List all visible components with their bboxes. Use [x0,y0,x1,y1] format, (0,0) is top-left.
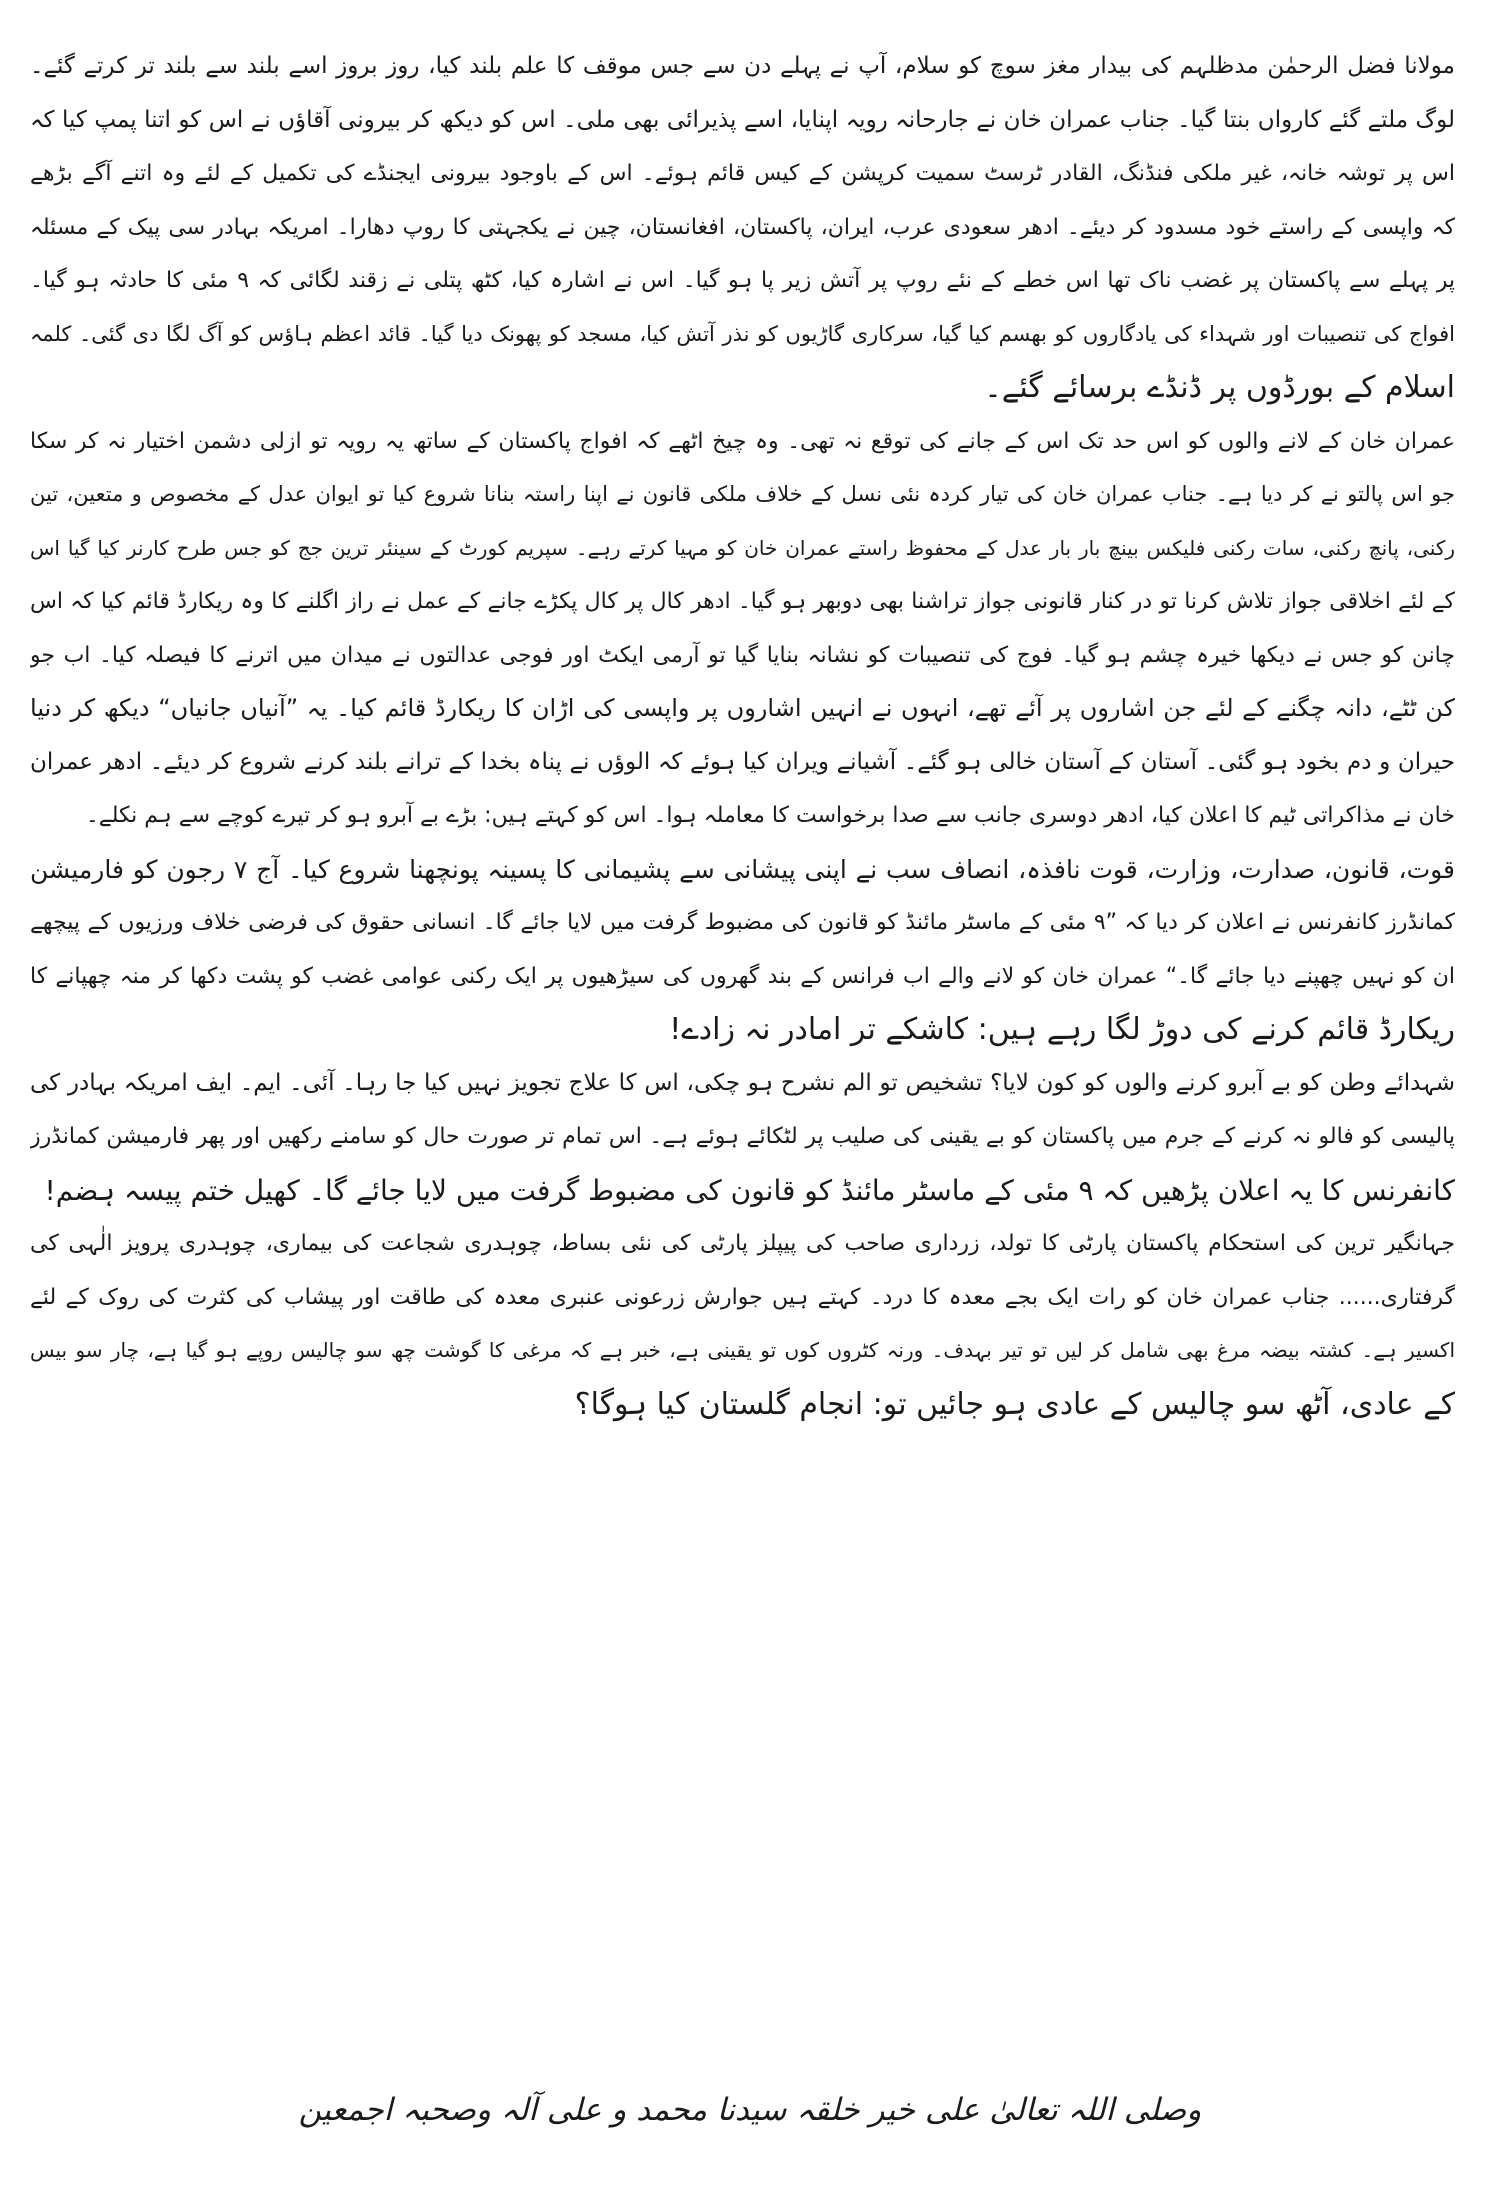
urdu-column-article [30,40,1455,2170]
text-line: عمران خان کے لانے والوں کو اس حد تک اس کے جانے کی توقع نہ تھی۔ وہ چیخ اٹھے کہ افواج پاکستان کے ساتھ یہ رویہ تو ازلی دشمن اختیار نہ کر سکا [30,428,1455,454]
text-line: افواج کی تنصیبات اور شہداء کی یادگاروں کو بھسم کیا گیا، سرکاری گاڑیوں کو نذر آتش کیا، مسجد کو پھونک دیا گیا۔ قائد اعظم ہاؤس کو آگ لگا دی گئی۔ کلمہ [30,321,1455,346]
text-line: جو اس پالتو نے کر دیا ہے۔ جناب عمران خان کی تیار کردہ نئی نسل کے خلاف ملکی قانون نے اپنا راستہ بنانا شروع کیا تو ایوان عدل کے مخصوص و متعین، تین [30,482,1455,506]
text-line: کہ واپسی کے راستے خود مسدود کر دیئے۔ ادھر سعودی عرب، ایران، پاکستان، افغانستان، چین نے یکجہتی کا روپ دھارا۔ امریکہ بہادر سی پیک کے مسئلہ [30,214,1455,240]
text-line: اسلام کے بورڈوں پر ڈنڈے برسائے گئے۔ [984,370,1455,405]
paragraph-2 [30,415,1455,843]
text-line: کانفرنس کا یہ اعلان پڑھیں کہ ۹ مئی کے ماسٹر مائنڈ کو قانون کی مضبوط گرفت میں لایا جائے گا۔ کھیل ختم پیسہ ہضم! [44,1173,1455,1207]
text-line: مولانا فضل الرحمٰن مدظلہم کی بیدار مغز سوچ کو سلام، آپ نے پہلے دن سے جس موقف کا علم بلند کیا، روز بروز اسے بلند سے بلند تر کرتے گئے۔ [30,53,1455,79]
text-line: چانن کو جس نے دیکھا خیرہ چشم ہو گیا۔ فوج کی تنصیبات کو نشانہ بنایا گیا تو آرمی ایکٹ اور فوجی عدالتوں نے میدان میں اترنے کا فیصلہ کیا۔ اب جو [30,642,1455,668]
text-line: جہانگیر ترین کی استحکام پاکستان پارٹی کا تولد، زرداری صاحب کی پیپلز پارٹی کی نئی بساط، چوہدری شجاعت کی بیماری، چوہدری پرویز الٰہی کی [30,1231,1455,1256]
text-line: کے عادی، آٹھ سو چالیس کے عادی ہو جائیں تو: انجام گلستان کیا ہوگا؟ [574,1386,1455,1422]
text-line: ان کو نہیں چھپنے دیا جائے گا۔“ عمران خان کو لانے والے اب فرانس کے بند گھروں کی سیڑھیوں پر ایک رکنی عوامی غضب کو پشت دکھا کر منہ چھپانے کا [30,963,1455,989]
text-line: حیران و دم بخود ہو گئی۔ آستان کے آستان خالی ہو گئے۔ آشیانے ویران کیا ہوئے کہ الوؤں نے پناہ بخدا کے ترانے بلند کرنے شروع کر دیئے۔ ادھر عمران [30,748,1455,775]
paragraph-4 [30,1057,1455,1218]
text-line: لوگ ملتے گئے کارواں بنتا گیا۔ جناب عمران خان نے جارحانہ رویہ اپنایا، اسے پذیرائی بھی ملی۔ اس کو دیکھ کر بیرونی آقاؤں نے اس کو اتنا پمپ کیا کہ [30,106,1455,133]
text-line: اکسیر ہے۔ کشتہ بیضہ مرغ بھی شامل کر لیں تو تیر بہدف۔ ورنہ کٹروں کوں تو یقینی ہے، خبر ہے کہ مرغی کا گوشت چھ سو چالیس روپے ہو گیا ہے، چار سو بیس [30,1338,1455,1362]
text-line: کمانڈرز کانفرنس نے اعلان کر دیا کہ ”۹ مئی کے ماسٹر مائنڈ کو قانون کی مضبوط گرفت میں لایا جائے گا۔ انسانی حقوق کی فرضی خلاف ورزیوں کے پیچھے [30,910,1455,935]
text-line: قوت، قانون، صدارت، وزارت، قوت نافذہ، انصاف سب نے اپنی پیشانی سے پشیمانی کا پسینہ پونچھنا شروع کیا۔ آج ۷ رجون کو فارمیشن [30,854,1455,884]
paragraph-3 [30,843,1455,1057]
paragraph-5 [30,1217,1455,1431]
text-line: گرفتاری...... جناب عمران خان کو رات ایک بجے معدہ کا درد۔ کہتے ہیں جوارش زرعونی عنبری معدہ کی طاقت اور پیشاب کی کثرت کی روک کے لئے [30,1284,1455,1310]
closing-salutation: وصلی اللہ تعالیٰ علی خیر خلقہ سیدنا محمد و علی آلہ وصحبہ اجمعین [298,2092,1202,2128]
text-line: پالیسی کو فالو نہ کرنے کے جرم میں پاکستان کو بے یقینی کی صلیب پر لٹکائے ہوئے ہے۔ اس تمام تر صورت حال کو سامنے رکھیں اور پھر فارمیشن کمانڈرز [30,1124,1455,1149]
text-line: شہدائے وطن کو بے آبرو کرنے والوں کو کون لایا؟ تشخیص تو الم نشرح ہو چکی، اس کا علاج تجویز نہیں کیا جا رہا۔ آئی۔ ایم۔ ایف امریکہ بہادر کی [30,1069,1455,1096]
text-line: کن ٹٹے، دانہ چگنے کے لئے جن اشاروں پر آئے تھے، انہوں نے انہیں اشاروں پر واپسی کی اڑان کا ریکارڈ قائم کیا۔ یہ ”آنیاں جانیاں“ دیکھ کر دنیا [30,694,1455,722]
text-line: ریکارڈ قائم کرنے کی دوڑ لگا رہے ہیں: کاشکے تر امادر نہ زادے! [669,1012,1455,1047]
paragraph-1 [30,40,1455,415]
text-line: اس پر توشہ خانہ، غیر ملکی فنڈنگ، القادر ٹرسٹ سمیت کرپشن کے کیس قائم ہوئے۔ اس کے باوجود بیرونی ایجنڈے کی تکمیل کے لئے وہ اتنے آگے بڑھے [30,161,1455,186]
text-line: خان نے مذاکراتی ٹیم کا اعلان کیا، ادھر دوسری جانب سے صدا برخواست کا معاملہ ہوا۔ اس کو کہتے ہیں: بڑے بے آبرو ہو کر تیرے کوچے سے ہم نکلے۔ [85,803,1455,828]
text-line: کے لئے اخلاقی جواز تلاش کرنا تو در کنار قانونی جواز تراشنا بھی دوبھر ہو گیا۔ ادھر کال پر کال پکڑے جانے کے عمل نے راز اگلنے کا وہ ریکارڈ قائم کیا کہ اس [30,589,1455,614]
text-line: پر پہلے سے پاکستان پر غضب ناک تھا اس خطے کے نئے روپ پر آتش زیر پا ہو گیا۔ اس نے اشارہ کیا، کٹھ پتلی نے زقند لگائی کہ ۹ مئی کا حادثہ ہو گیا۔ [30,268,1455,293]
text-line: رکنی، پانچ رکنی، سات رکنی فلیکس بینچ بار بار عدل کے محفوظ راستے عمران خان کو مہیا کرتے رہے۔ سپریم کورٹ کے سینئر ترین جج کو جس طرح کارنر کیا گیا اس [30,535,1455,560]
